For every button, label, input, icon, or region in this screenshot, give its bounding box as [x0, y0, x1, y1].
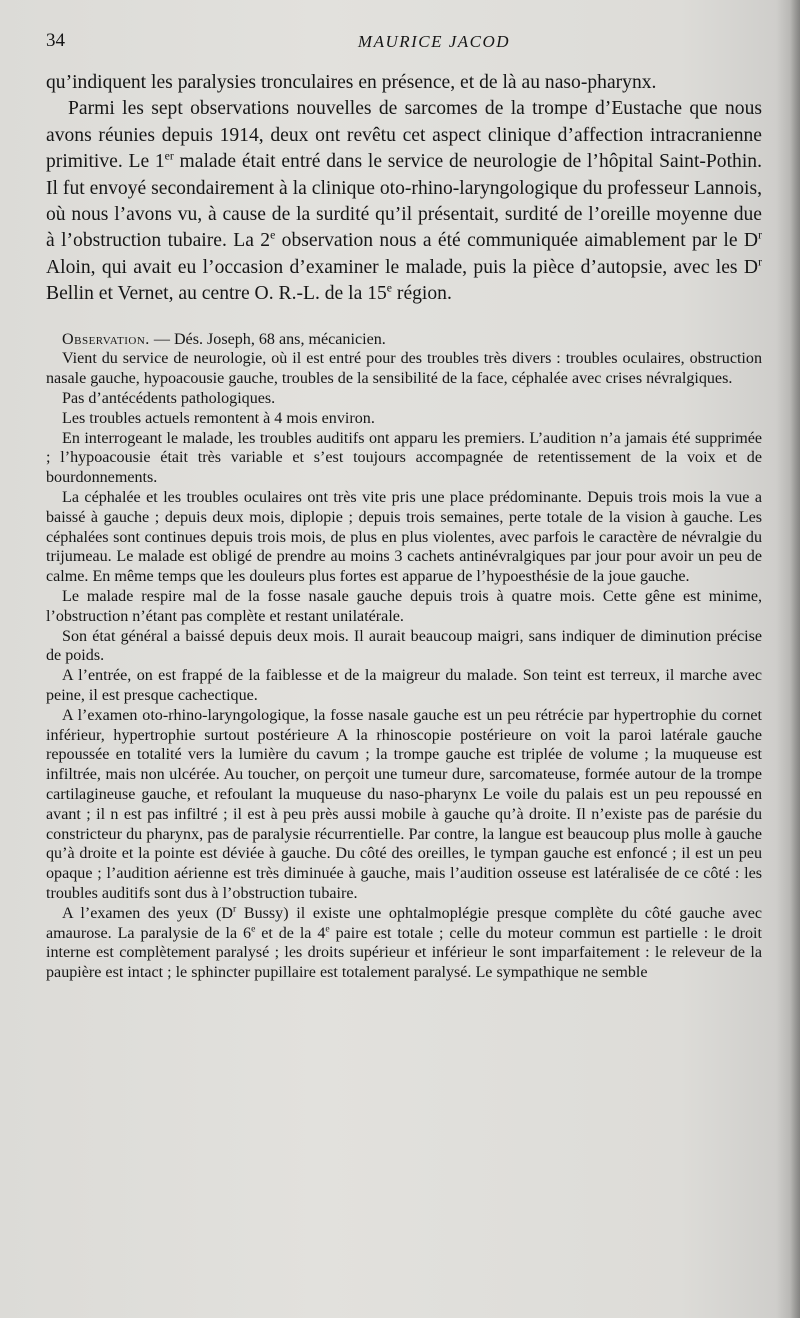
observation-paragraph: Le malade respire mal de la fosse nasale gauche depuis trois à quatre mois. Cette gêne est minime, l’obstruction n’étant pas complète et restant unilatérale. — [46, 588, 762, 625]
observation-heading — [46, 330, 762, 350]
observation-label: Observation. — [62, 330, 150, 348]
text-run: paire est totale ; celle du moteur commun est partielle : le droit interne est complètement paralysé ; les droits supérieur et inférieur le sont imparfaitement : le releveur de la paupière est intact ; le sphincter pupillaire est totalement paralysé. Le sympathique ne semble — [46, 924, 763, 982]
text-run: Aloin, qui avait eu l’occasion d’examiner le malade, puis la pièce d’autopsie, avec les D — [46, 256, 759, 278]
text-run: Parmi les sept observations nouvelles de sarcomes de la trompe d’Eustache que nous avons réunies depuis 1914, deux ont revêtu cet aspect clinique d’affection intracranienne primitive. Le 1 — [46, 98, 762, 173]
observation-paragraph: A l’entrée, on est frappé de la faiblesse et de la maigreur du malade. Son teint est terreux, il marche avec peine, il est presque cachectique. — [46, 667, 762, 704]
text-run: et de la 4 — [255, 924, 326, 942]
text-run: A l’examen des yeux (D — [62, 904, 233, 922]
observation-section — [46, 330, 762, 983]
observation-paragraph: Pas d’antécédents pathologiques. — [62, 390, 276, 408]
text-run: observation nous a été communiquée aimablement par le D — [275, 230, 759, 252]
observation-paragraph: La céphalée et les troubles oculaires ont très vite pris une place prédominante. Depuis trois mois la vue a baissé à gauche ; depuis deux mois, diplopie ; depuis trois semaines, perte totale de la vision à gauche. Les céphalées sont continues depuis trois mois, de plus en plus violentes, avec parfois le caractère de névralgie du trijumeau. Le malade est obligé de prendre au moins 3 cachets antinévralgiques par jour pour avoir un peu de calme. En même temps que les douleurs plus fortes est apparue de l’hypoesthésie de la joue gauche. — [46, 489, 762, 586]
intro-paragraph — [46, 96, 762, 307]
observation-title: — Dés. Joseph, 68 ans, mécanicien. — [149, 330, 386, 348]
superscript: r — [232, 903, 237, 915]
observation-paragraph: Son état général a baissé depuis deux mois. Il aurait beaucoup maigri, sans indiquer de diminution précise de poids. — [46, 627, 762, 665]
superscript: e — [325, 923, 330, 935]
observation-paragraph: A l’examen oto-rhino-laryngologique, la fosse nasale gauche est un peu rétrécie par hypertrophie du cornet inférieur, hypertrophie surtout postérieure A la rhinoscopie postérieure on voit la paroi latérale gauche repoussée en totalité vers la lumière du cavum ; la trompe gauche est triplée de volume ; la muqueuse est infiltrée, mais non ulcérée. Au toucher, on perçoit une tumeur dure, sarcomateuse, formée autour de la trompe cartilagineuse gauche, et refoulant la muqueuse du naso-pharynx Le voile du palais est un peu repoussé en avant ; il n est pas infiltré ; il est à peu près aussi mobile à gauche qu’à droite. Il n’existe pas de parésie du constricteur du pharynx, pas de paralysie récurrentielle. Par contre, la langue est beaucoup plus molle à gauche qu’à droite et la pointe est déviée à gauche. Du côté des oreilles, le tympan gauche est enfoncé ; il est un peu opaque ; l’audition aérienne est très diminuée à gauche, mais l’audition osseuse est latéralisée de ce côté : les troubles auditifs sont dus à l’obstruction tubaire. — [46, 706, 762, 902]
intro-paragraph: qu’indiquent les paralysies tronculaires en présence, et de là au naso-pharynx. — [46, 72, 657, 93]
superscript: r — [758, 255, 762, 269]
observation-paragraph: Vient du service de neurologie, où il est entré pour des troubles très divers : troubles oculaires, obstruction nasale gauche, hypoacousie gauche, troubles de la sensibilité de la face, céphalée avec crises névralgiques. — [46, 350, 762, 388]
superscript: r — [758, 228, 762, 242]
page-edge-shadow — [790, 0, 800, 1318]
intro-section — [46, 70, 762, 308]
text-run: malade était entré dans le service de neurologie de l’hôpital Saint-Pothin. Il fut envoyé secondairement à la clinique oto-rhino-laryngologique du professeur Lannois, où nous l’avons vu, à cause de la surdité qu’il présentait, surdité de l’oreille moyenne due à l’obstruction tubaire. La 2 — [46, 151, 762, 252]
superscript: e — [251, 923, 256, 935]
superscript: er — [164, 149, 174, 163]
observation-paragraph: Les troubles actuels remontent à 4 mois environ. — [62, 409, 375, 427]
text-run: région. — [392, 283, 452, 305]
running-head: MAURICE JACOD — [357, 32, 511, 51]
superscript: e — [270, 228, 276, 242]
text-run: Bussy) il existe une ophtalmoplégie presque complète du côté gauche avec amaurose. La paralysie de la 6 — [46, 904, 762, 942]
body-text — [46, 70, 762, 983]
observation-paragraph — [46, 904, 762, 983]
text-run: Bellin et Vernet, au centre O. R.-L. de la 15 — [46, 283, 387, 305]
observation-paragraph: En interrogeant le malade, les troubles auditifs ont apparu les premiers. L’audition n’a jamais été supprimée ; l’hypoacousie était très variable et s’est toujours accompagnée de retentissement de la voix et de bourdonnements. — [46, 429, 762, 487]
page-header — [46, 30, 762, 56]
page-number: 34 — [46, 30, 65, 51]
superscript: e — [386, 281, 393, 295]
